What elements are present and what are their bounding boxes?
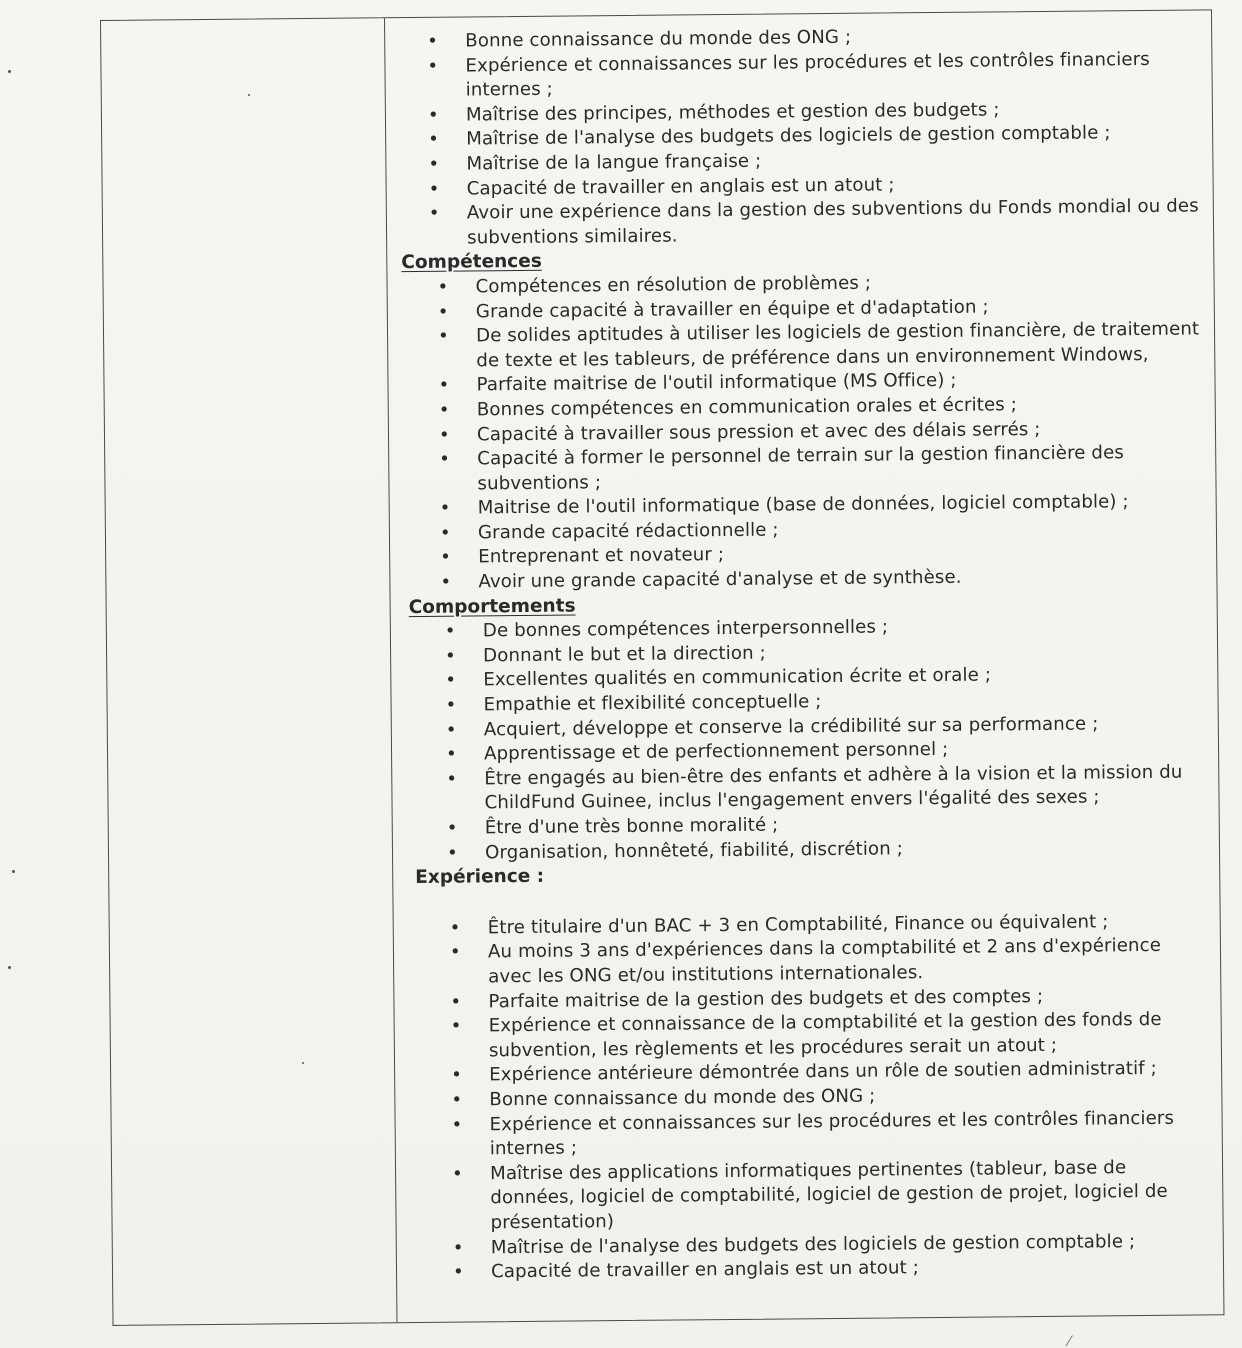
requirements-table: [100, 9, 1224, 1326]
comportements-list: [405, 613, 1209, 867]
list-item: • Avoir une expérience dans la gestion des subventions du Fonds mondial ou des subventions similaires.: [429, 195, 1203, 252]
list-item: • Être d'une très bonne moralité ;: [447, 809, 1209, 841]
list-item: • Grande capacité à travailler en équipe et d'adaptation ;: [438, 293, 1204, 325]
list-item: • Excellentes qualités en communication écrite et orale ;: [445, 662, 1207, 694]
list-item: • Maîtrise de l'analyse des budgets des logiciels de gestion comptable ;: [428, 121, 1202, 153]
table-left-cell: [101, 18, 398, 1325]
list-item: • Capacité à travailler sous pression et avec des délais serrés ;: [439, 416, 1205, 448]
pen-tick-mark: ⁄: [1068, 1334, 1071, 1348]
list-item: • Capacité à former le personnel de terrain sur la gestion financière des subventions ;: [439, 441, 1205, 498]
list-item: • De bonnes compétences interpersonnelles ;: [445, 613, 1207, 645]
scan-speck: [12, 870, 15, 873]
list-item: • Entreprenant et novateur ;: [440, 539, 1206, 571]
list-item: • Être titulaire d'un BAC + 3 en Comptabilité, Finance ou équivalent ;: [450, 909, 1210, 941]
list-item: • De solides aptitudes à utiliser les logiciels de gestion financière, de traitement de texte et les tableurs, de préférence dans un environnement Windows,: [438, 318, 1204, 375]
list-item: • Parfaite maitrise de la gestion des budgets et des comptes ;: [450, 983, 1210, 1015]
list-item: • Bonne connaissance du monde des ONG ;: [451, 1081, 1211, 1113]
list-item: • Donnant le but et la direction ;: [445, 637, 1207, 669]
list-item: • Au moins 3 ans d'expériences dans la comptabilité et 2 ans d'expérience avec les ONG et/ou institutions internationales.: [450, 934, 1210, 990]
qualifications-list: [399, 22, 1203, 251]
competences-heading: Compétences: [401, 251, 542, 274]
scan-speck: [8, 70, 11, 73]
competences-list: [401, 268, 1206, 595]
list-item: • Apprentissage et de perfectionnement personnel ;: [446, 736, 1208, 768]
list-item: • Capacité de travailler en anglais est un atout ;: [453, 1253, 1213, 1285]
list-item: • Expérience et connaissances sur les procédures et les contrôles financiers internes ;: [427, 47, 1201, 104]
list-item: • Acquiert, développe et conserve la crédibilité sur sa performance ;: [446, 711, 1208, 743]
scan-speck: [8, 966, 11, 969]
list-item: • Avoir une grande capacité d'analyse et de synthèse.: [440, 563, 1206, 595]
list-item: • Bonne connaissance du monde des ONG ;: [427, 22, 1201, 54]
experience-list: [408, 909, 1214, 1286]
list-item: • Maîtrise de la langue française ;: [428, 145, 1202, 177]
comportements-heading: Comportements: [408, 595, 576, 618]
list-item: • Maîtrise des principes, méthodes et gestion des budgets ;: [428, 96, 1202, 128]
list-item: • Être engagés au bien-être des enfants et adhère à la vision et la mission du ChildFund Guinee, inclus l'engagement envers l'égalité des sexes ;: [446, 760, 1208, 816]
list-item: • Expérience antérieure démontrée dans un rôle de soutien administratif ;: [451, 1057, 1211, 1089]
list-item: • Expérience et connaissances sur les procédures et les contrôles financiers internes ;: [452, 1106, 1212, 1162]
experience-heading: Expérience :: [415, 865, 545, 889]
list-item: • Compétences en résolution de problèmes ;: [437, 268, 1203, 300]
list-item: • Maitrise de l'outil informatique (base de données, logiciel comptable) ;: [440, 490, 1206, 522]
list-item: • Grande capacité rédactionnelle ;: [440, 514, 1206, 546]
list-item: • Organisation, honnêteté, fiabilité, discrétion ;: [447, 834, 1209, 866]
list-item: • Capacité de travailler en anglais est un atout ;: [429, 170, 1203, 202]
list-item: • Parfaite maitrise de l'outil informatique (MS Office) ;: [438, 367, 1204, 399]
list-item: • Maîtrise des applications informatiques pertinentes (tableur, base de données, logiciel de comptabilité, logiciel de gestion de projet, logiciel de présentation): [452, 1155, 1213, 1236]
list-item: • Expérience et connaissance de la comptabilité et la gestion des fonds de subvention, les règlements et les procédures serait un atout ;: [451, 1008, 1211, 1064]
list-item: • Maîtrise de l'analyse des budgets des logiciels de gestion comptable ;: [453, 1229, 1213, 1261]
list-item: • Bonnes compétences en communication orales et écrites ;: [439, 391, 1205, 423]
list-item: • Empathie et flexibilité conceptuelle ;: [445, 686, 1207, 718]
table-right-cell: [385, 10, 1223, 1322]
